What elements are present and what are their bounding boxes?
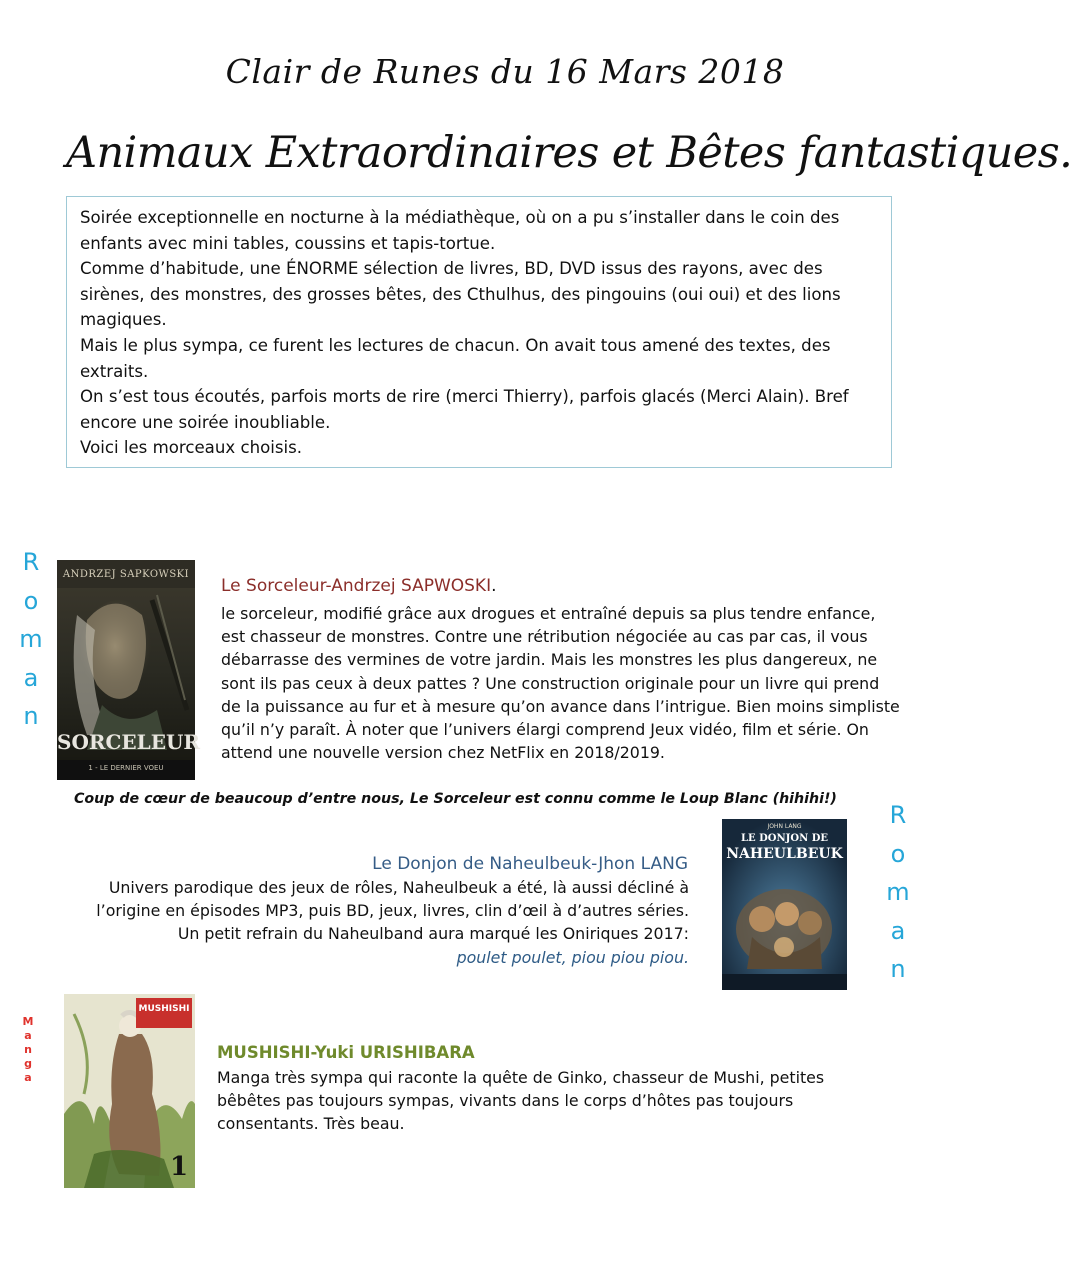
intro-box <box>66 196 892 468</box>
cover-name: SORCELEUR <box>57 730 201 754</box>
book-title-mushishi: MUSHISHI-Yuki URISHIBARA <box>217 1043 475 1062</box>
category-letter: R <box>889 801 907 829</box>
book-description-sorceleur <box>221 602 900 764</box>
cover-name: MUSHISHI <box>138 1004 190 1014</box>
intro-line: magiques. <box>80 310 167 330</box>
book-title-sorceleur <box>221 576 497 596</box>
description-line: est chasseur de monstres. Contre une rétribution négociée au cas par cas, il vous <box>221 627 868 647</box>
cover-name-top: LE DONJON DE <box>740 833 829 844</box>
category-letter: a <box>890 916 906 945</box>
category-letter: a <box>24 1071 32 1084</box>
description-line: consentants. Très beau. <box>217 1114 405 1134</box>
cover-author: JOHN LANG <box>767 823 802 830</box>
intro-line: Mais le plus sympa, ce furent les lectures de chacun. On avait tous amené des textes, des <box>80 335 831 355</box>
book-description-naheulbeuk <box>60 876 689 969</box>
description-line: Univers parodique des jeux de rôles, Naheulbeuk a été, là aussi décliné à <box>108 878 689 897</box>
category-label-roman <box>883 796 913 989</box>
category-letter: g <box>24 1057 32 1070</box>
category-label-manga <box>18 1015 38 1085</box>
book-cover-sorceleur <box>57 560 201 780</box>
intro-line: extraits. <box>80 361 149 381</box>
book-title-suffix: . <box>491 576 497 596</box>
book-title-text: Le Sorceleur-Andrzej SAPWOSKI <box>221 576 492 596</box>
description-line: le sorceleur, modifié grâce aux drogues et entraîné depuis sa plus tendre enfance, <box>221 604 876 623</box>
intro-line: On s’est tous écoutés, parfois morts de rire (merci Thierry), parfois glacés (Merci Alain). Bref <box>80 387 849 407</box>
cover-subtitle: 1 - LE DERNIER VOEU <box>88 764 164 772</box>
category-letter: o <box>23 586 39 615</box>
category-letter: m <box>19 625 43 653</box>
intro-line: Comme d’habitude, une ÉNORME sélection de livres, BD, DVD issus des rayons, avec des <box>80 259 823 279</box>
description-line: de la puissance au fur et à mesure qu’on avance dans l’intrigue. Bien moins simpliste <box>221 696 900 716</box>
intro-line: encore une soirée inoubliable. <box>80 412 331 432</box>
description-line: qu’il n’y paraît. À noter que l’univers élargi comprend Jeux vidéo, film et série. On <box>221 720 869 740</box>
category-letter: o <box>890 839 906 868</box>
main-title: Animaux Extraordinaires et Bêtes fantastiques. <box>66 128 1072 178</box>
category-letter: R <box>22 548 40 576</box>
category-label-roman <box>16 543 46 736</box>
book-note-sorceleur: Coup de cœur de beaucoup d’entre nous, Le Sorceleur est connu comme le Loup Blanc (hihihi!) <box>74 791 837 807</box>
category-letter: n <box>890 955 906 983</box>
description-line: attend une nouvelle version chez NetFlix en 2018/2019. <box>221 743 665 763</box>
description-line: bêbêtes pas toujours sympas, vivants dans le corps d’hôtes pas toujours <box>217 1091 794 1111</box>
category-letter: n <box>23 702 39 730</box>
cover-illustration <box>722 819 847 990</box>
cover-author: ANDRZEJ SAPKOWSKI <box>62 569 190 580</box>
description-line: Un petit refrain du Naheulband aura marqué les Oniriques 2017: <box>177 924 689 944</box>
category-letter: a <box>24 1029 32 1042</box>
book-cover-mushishi <box>64 994 195 1188</box>
book-description-mushishi <box>217 1066 824 1136</box>
description-quote: poulet poulet, piou piou piou. <box>456 947 689 967</box>
description-line: l’origine en épisodes MP3, puis BD, jeux, livres, clin d’œil à d’autres séries. <box>96 901 689 921</box>
intro-line: enfants avec mini tables, coussins et tapis-tortue. <box>80 233 496 253</box>
intro-line: sirènes, des monstres, des grosses bêtes, des Cthulhus, des pingouins (oui oui) et des lions <box>80 284 841 304</box>
description-line: débarrasse des vermines de votre jardin. Mais les monstres les plus dangereux, ne <box>221 650 878 670</box>
date-title: Clair de Runes du 16 Mars 2018 <box>225 52 785 91</box>
intro-line: Voici les morceaux choisis. <box>80 438 303 458</box>
cover-volume: 1 <box>170 1152 189 1182</box>
book-title-naheulbeuk: Le Donjon de Naheulbeuk-Jhon LANG <box>372 854 688 874</box>
description-line: sont ils pas ceux à deux pattes ? Une construction originale pour un livre qui prend <box>221 673 880 693</box>
intro-line: Soirée exceptionnelle en nocturne à la médiathèque, où on a pu s’installer dans le coin des <box>80 208 840 227</box>
category-letter: n <box>24 1043 32 1056</box>
description-line: Manga très sympa qui raconte la quête de Ginko, chasseur de Mushi, petites <box>217 1068 825 1087</box>
category-letter: m <box>886 878 910 906</box>
book-cover-naheulbeuk <box>722 819 847 990</box>
category-letter: a <box>23 663 39 692</box>
cover-name: NAHEULBEUK <box>726 846 843 862</box>
category-letter: M <box>22 1015 34 1028</box>
